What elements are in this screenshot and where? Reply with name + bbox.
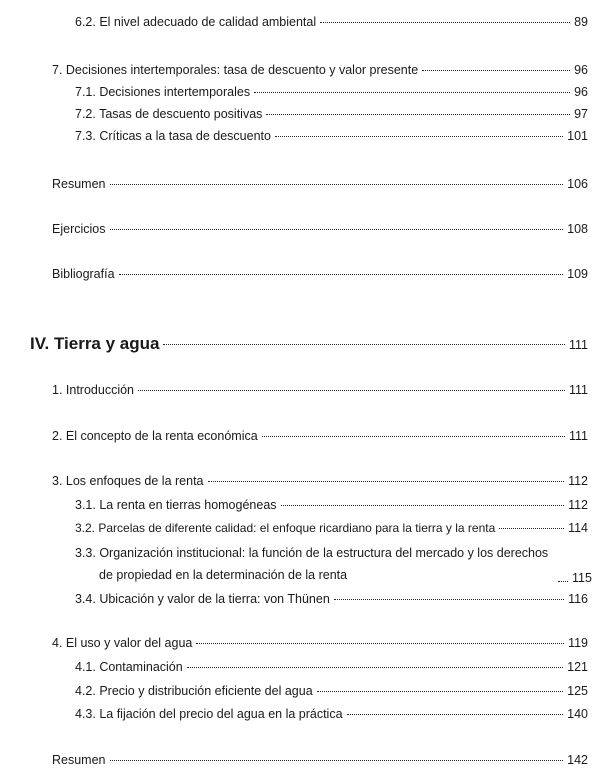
toc-entry bbox=[52, 428, 588, 444]
toc-entry-page: 96 bbox=[574, 63, 588, 77]
toc-entry-title: 4.3. La fijación del precio del agua en la práctica bbox=[75, 707, 343, 721]
toc-entry-page: 114 bbox=[568, 521, 588, 535]
toc-entry-page: 111 bbox=[568, 338, 588, 352]
toc-entry-title: IV. Tierra y agua bbox=[30, 334, 160, 353]
dot-leader bbox=[266, 114, 570, 115]
toc-entry-page: 142 bbox=[567, 753, 588, 767]
toc-entry-page: 89 bbox=[574, 15, 588, 29]
dot-leader bbox=[208, 481, 565, 482]
toc-entry-title: Ejercicios bbox=[52, 222, 106, 236]
toc-entry bbox=[75, 706, 588, 722]
toc-entry bbox=[75, 659, 588, 675]
toc-entry bbox=[75, 520, 588, 536]
dot-leader bbox=[275, 136, 563, 137]
toc-entry bbox=[52, 752, 588, 768]
toc-entry-page: 119 bbox=[568, 636, 588, 650]
toc-entry bbox=[75, 128, 588, 144]
toc-entry-title: Resumen bbox=[52, 177, 106, 191]
toc-entry-title: 7.3. Críticas a la tasa de descuento bbox=[75, 129, 271, 143]
toc-entry-title: 6.2. El nivel adecuado de calidad ambiental bbox=[75, 15, 317, 29]
toc-entry bbox=[75, 14, 588, 30]
toc-entry-page: 121 bbox=[567, 660, 588, 674]
toc-entry-title: Bibliografía bbox=[52, 267, 115, 281]
dot-leader bbox=[334, 599, 564, 600]
toc-entry-page: 101 bbox=[567, 129, 588, 143]
toc-entry bbox=[52, 221, 588, 237]
toc-entry-page: 106 bbox=[567, 177, 588, 191]
toc-entry bbox=[52, 473, 588, 489]
toc-entry-page: 112 bbox=[568, 498, 588, 512]
toc-entry-page: 111 bbox=[568, 429, 588, 443]
dot-leader bbox=[163, 344, 565, 345]
toc-entry-page: 112 bbox=[568, 474, 588, 488]
dot-leader bbox=[196, 643, 564, 644]
toc-entry bbox=[52, 62, 588, 78]
dot-leader bbox=[558, 581, 568, 582]
toc-entry-title: 3.4. Ubicación y valor de la tierra: von Thünen bbox=[75, 592, 330, 606]
toc-entry-title: 3.1. La renta en tierras homogéneas bbox=[75, 498, 277, 512]
dot-leader bbox=[422, 70, 570, 71]
toc-entry-page: 116 bbox=[568, 592, 588, 606]
toc-entry-title: 3.2. Parcelas de diferente calidad: el enfoque ricardiano para la tierra y la renta bbox=[75, 521, 496, 535]
dot-leader bbox=[499, 528, 564, 529]
toc-entry-page: 109 bbox=[567, 267, 588, 281]
dot-leader bbox=[110, 229, 564, 230]
toc-entry-page: 96 bbox=[574, 85, 588, 99]
toc-entry-page: 125 bbox=[567, 684, 588, 698]
toc-entry bbox=[52, 382, 588, 398]
toc-entry bbox=[75, 497, 588, 513]
toc-entry-title: 3. Los enfoques de la renta bbox=[52, 474, 204, 488]
toc-entry bbox=[75, 591, 588, 607]
toc-entry-page: 108 bbox=[567, 222, 588, 236]
toc-entry bbox=[52, 266, 588, 282]
toc-entry-title: Resumen bbox=[52, 753, 106, 767]
toc-entry-page: 97 bbox=[574, 107, 588, 121]
toc-entry-title: 3.3. Organización institucional: la función de la estructura del mercado y los derechos de propiedad en la determinación de la renta bbox=[75, 546, 549, 582]
toc-entry bbox=[75, 84, 588, 100]
toc-entry bbox=[75, 106, 588, 122]
toc-entry bbox=[52, 635, 588, 651]
dot-leader bbox=[320, 22, 570, 23]
toc-entry-page: 111 bbox=[568, 383, 588, 397]
toc-entry-page: 140 bbox=[567, 707, 588, 721]
toc-entry bbox=[75, 683, 588, 699]
dot-leader bbox=[254, 92, 570, 93]
dot-leader bbox=[110, 184, 564, 185]
dot-leader bbox=[347, 714, 564, 715]
dot-leader bbox=[138, 390, 565, 391]
toc-entry-title: 4. El uso y valor del agua bbox=[52, 636, 193, 650]
toc-chapter-heading bbox=[30, 336, 588, 353]
toc-entry bbox=[75, 542, 592, 586]
dot-leader bbox=[187, 667, 563, 668]
toc-entry bbox=[52, 176, 588, 192]
toc-entry-title: 7. Decisiones intertemporales: tasa de descuento y valor presente bbox=[52, 63, 419, 77]
toc-entry-title: 4.2. Precio y distribución eficiente del agua bbox=[75, 684, 313, 698]
dot-leader bbox=[119, 274, 564, 275]
dot-leader bbox=[317, 691, 564, 692]
toc-entry-title: 7.1. Decisiones intertemporales bbox=[75, 85, 251, 99]
dot-leader bbox=[110, 760, 564, 761]
toc-entry-page: 115 bbox=[572, 571, 592, 585]
dot-leader bbox=[262, 436, 565, 437]
dot-leader bbox=[281, 505, 565, 506]
toc-entry-title: 2. El concepto de la renta económica bbox=[52, 429, 258, 443]
toc-entry-title: 7.2. Tasas de descuento positivas bbox=[75, 107, 263, 121]
toc-entry-title: 1. Introducción bbox=[52, 383, 134, 397]
toc-entry-title: 4.1. Contaminación bbox=[75, 660, 183, 674]
